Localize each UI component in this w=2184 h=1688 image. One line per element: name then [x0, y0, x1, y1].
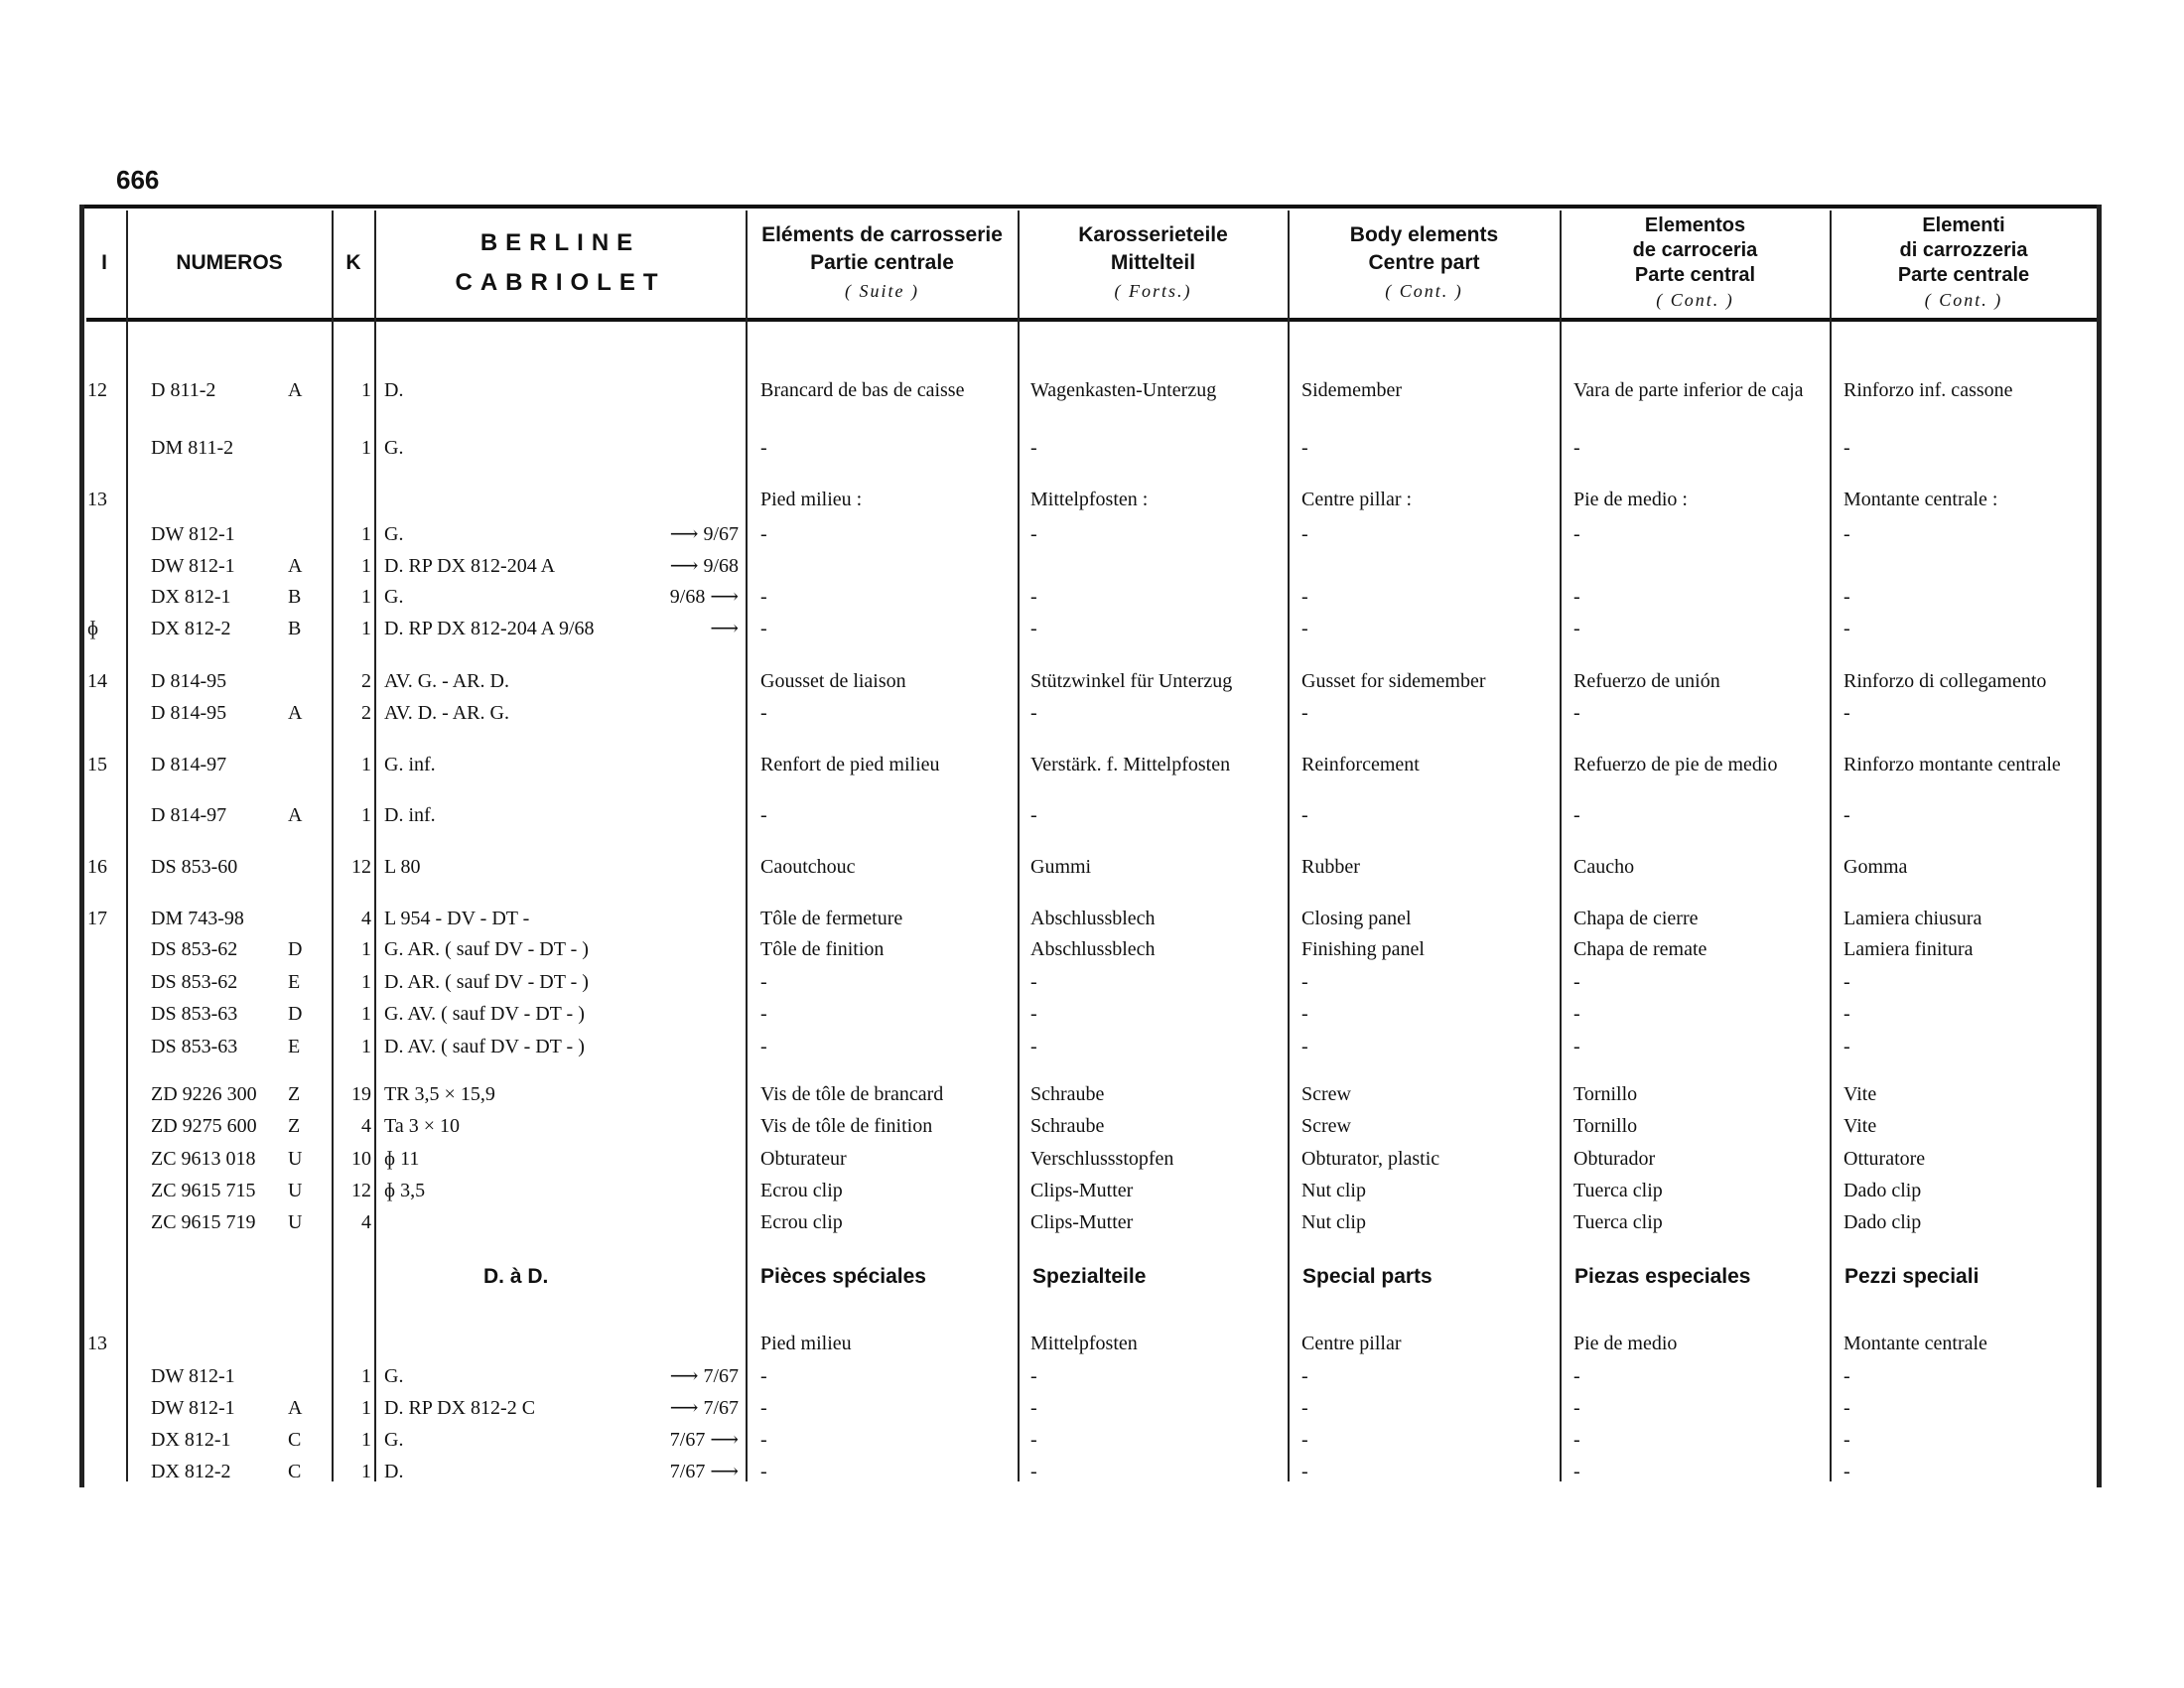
special-row-desc-en: -	[1301, 1429, 1308, 1451]
special-section-it: Pezzi speciali	[1844, 1265, 1979, 1288]
table-row-desc-de: -	[1030, 702, 1037, 724]
special-row-desc-en: -	[1301, 1461, 1308, 1482]
table-row-desc-fr: Gousset de liaison	[760, 670, 906, 692]
table-row-desc-en: -	[1301, 971, 1308, 993]
table-row-desc-en: Screw	[1301, 1083, 1351, 1105]
table-row-desc-en: -	[1301, 804, 1308, 826]
special-section-en: Special parts	[1302, 1265, 1433, 1288]
table-row-desc-it: -	[1843, 804, 1850, 826]
table-row-part-suffix: Z	[288, 1115, 301, 1137]
table-row-desc-fr: -	[760, 586, 767, 608]
table-row-date-ref: ⟶ 9/68	[669, 555, 739, 577]
special-row-model-spec: D.	[384, 1461, 404, 1482]
table-row-desc-es: -	[1573, 523, 1580, 545]
special-section-es: Piezas especiales	[1574, 1265, 1751, 1288]
special-row-part-number: DW 812-1	[151, 1397, 235, 1419]
special-row-date-ref: ⟶ 7/67	[669, 1397, 739, 1419]
table-row-desc-en: Closing panel	[1301, 908, 1412, 929]
table-row-model-spec: L 80	[384, 856, 421, 878]
special-section-fr: Pièces spéciales	[760, 1265, 926, 1288]
special-row-desc-es: Pie de medio	[1573, 1333, 1678, 1354]
table-row-desc-es: Caucho	[1573, 856, 1635, 878]
header-numeros: NUMEROS	[176, 251, 283, 274]
table-row-model-spec: TR 3,5 × 15,9	[384, 1083, 495, 1105]
table-row-desc-en: Obturator, plastic	[1301, 1148, 1440, 1170]
table-row-desc-fr: -	[760, 804, 767, 826]
table-row-model-spec: G. AV. ( sauf DV - DT - )	[384, 1003, 585, 1025]
table-row-quantity: 1	[361, 618, 371, 639]
page-number: 666	[116, 165, 160, 195]
special-row-quantity: 1	[361, 1397, 371, 1419]
table-row-desc-it: Lamiera finitura	[1843, 938, 1974, 960]
table-row-desc-de: Clips-Mutter	[1030, 1180, 1134, 1201]
col-divider	[1560, 211, 1562, 1481]
table-row-model-spec: G. inf.	[384, 754, 436, 775]
special-row-desc-de: -	[1030, 1429, 1037, 1451]
table-row-desc-it: -	[1843, 523, 1850, 545]
table-row-part-number: D 814-97	[151, 754, 227, 775]
special-row-desc-en: -	[1301, 1365, 1308, 1387]
table-row-model-spec: ɸ 3,5	[384, 1180, 426, 1201]
table-row-desc-es: -	[1573, 586, 1580, 608]
special-row-desc-it: -	[1843, 1365, 1850, 1387]
table-row-model-spec: AV. G. - AR. D.	[384, 670, 509, 692]
table-row-desc-fr: -	[760, 702, 767, 724]
table-row-desc-de: -	[1030, 971, 1037, 993]
table-row-desc-it: Dado clip	[1843, 1211, 1922, 1233]
table-row-desc-it: -	[1843, 971, 1850, 993]
table-row-desc-es: Tornillo	[1573, 1115, 1638, 1137]
header-spanish: Elementos de carroceria Parte central ( Cont. )	[1632, 214, 1758, 310]
table-row-date-ref: 9/68 ⟶	[669, 586, 739, 608]
special-row-date-ref: 7/67 ⟶	[669, 1461, 739, 1482]
table-row-desc-es: -	[1573, 1003, 1580, 1025]
table-row-desc-de: Stützwinkel für Unterzug	[1030, 670, 1233, 692]
header-german: Karosserieteile Mittelteil ( Forts.)	[1078, 223, 1228, 301]
table-row-desc-it: Rinforzo di collegamento	[1843, 670, 2047, 692]
table-row-desc-de: Verschlussstopfen	[1030, 1148, 1174, 1170]
table-row-desc-es: -	[1573, 1036, 1580, 1057]
table-row-desc-de: -	[1030, 618, 1037, 639]
table-header-rule	[86, 318, 2102, 322]
table-row-desc-fr: Obturateur	[760, 1148, 847, 1170]
table-row-desc-de: -	[1030, 523, 1037, 545]
table-row-desc-it: -	[1843, 586, 1850, 608]
special-row-desc-en: -	[1301, 1397, 1308, 1419]
table-row-desc-en: Reinforcement	[1301, 754, 1420, 775]
special-row-part-number: DX 812-2	[151, 1461, 231, 1482]
table-row-desc-de: Schraube	[1030, 1115, 1105, 1137]
table-row-desc-es: Refuerzo de pie de medio	[1573, 754, 1778, 775]
table-row-part-suffix: B	[288, 586, 302, 608]
table-row-date-ref: ⟶ 9/67	[669, 523, 739, 545]
table-row-desc-fr: Pied milieu :	[760, 489, 863, 510]
special-row-quantity: 1	[361, 1365, 371, 1387]
table-row-desc-it: -	[1843, 618, 1850, 639]
special-row-desc-fr: -	[760, 1429, 767, 1451]
table-row-desc-fr: Caoutchouc	[760, 856, 856, 878]
table-row-model-spec: G.	[384, 586, 404, 608]
table-row-part-suffix: E	[288, 1036, 301, 1057]
table-row-quantity: 1	[361, 523, 371, 545]
table-row-desc-es: Chapa de remate	[1573, 938, 1707, 960]
table-row-model-spec: D. AV. ( sauf DV - DT - )	[384, 1036, 585, 1057]
table-row-desc-es: -	[1573, 437, 1580, 459]
table-row-part-suffix: Z	[288, 1083, 301, 1105]
table-row-quantity: 1	[361, 437, 371, 459]
table-row-row-index: 16	[87, 856, 107, 878]
special-row-desc-de: -	[1030, 1365, 1037, 1387]
table-row-desc-fr: Tôle de finition	[760, 938, 885, 960]
table-row-part-number: DS 853-62	[151, 938, 238, 960]
table-row-desc-de: Wagenkasten-Unterzug	[1030, 379, 1217, 401]
table-row-part-number: DX 812-1	[151, 586, 231, 608]
table-row-date-ref: ⟶	[710, 618, 739, 639]
table-row-part-suffix: D	[288, 1003, 303, 1025]
table-row-desc-de: Verstärk. f. Mittelpfosten	[1030, 754, 1231, 775]
table-row-desc-de: Abschlussblech	[1030, 938, 1156, 960]
table-row-desc-es: Tuerca clip	[1573, 1180, 1663, 1201]
table-row-desc-fr: Renfort de pied milieu	[760, 754, 940, 775]
table-row-part-number: DS 853-60	[151, 856, 238, 878]
table-row-desc-fr: -	[760, 437, 767, 459]
table-row-desc-en: Sidemember	[1301, 379, 1403, 401]
table-row-part-number: DW 812-1	[151, 523, 235, 545]
table-row-quantity: 1	[361, 804, 371, 826]
table-row-model-spec: L 954 - DV - DT -	[384, 908, 530, 929]
special-row-part-number: DW 812-1	[151, 1365, 235, 1387]
table-top-rule	[81, 205, 2097, 209]
special-row-quantity: 1	[361, 1429, 371, 1451]
table-row-desc-en: Nut clip	[1301, 1211, 1366, 1233]
special-row-desc-es: -	[1573, 1397, 1580, 1419]
table-row-part-number: DS 853-62	[151, 971, 238, 993]
special-row-desc-fr: Pied milieu	[760, 1333, 852, 1354]
table-row-part-number: ZD 9275 600	[151, 1115, 257, 1137]
table-row-part-number: ZC 9613 018	[151, 1148, 256, 1170]
special-row-desc-es: -	[1573, 1429, 1580, 1451]
table-row-desc-it: Dado clip	[1843, 1180, 1922, 1201]
table-row-desc-en: -	[1301, 586, 1308, 608]
table-row-desc-de: -	[1030, 586, 1037, 608]
table-row-quantity: 12	[351, 856, 371, 878]
table-row-model-spec: D. inf.	[384, 804, 436, 826]
table-row-desc-es: Tornillo	[1573, 1083, 1638, 1105]
table-row-quantity: 1	[361, 938, 371, 960]
special-row-part-suffix: A	[288, 1397, 303, 1419]
table-row-part-number: DM 743-98	[151, 908, 244, 929]
table-row-desc-de: Abschlussblech	[1030, 908, 1156, 929]
table-row-row-index: 13	[87, 489, 107, 510]
table-row-part-number: DW 812-1	[151, 555, 235, 577]
table-row-part-number: D 814-97	[151, 804, 227, 826]
col-divider	[374, 211, 376, 1481]
table-row-part-suffix: A	[288, 804, 303, 826]
table-row-desc-it: Gomma	[1843, 856, 1908, 878]
table-row-row-index: 12	[87, 379, 107, 401]
table-row-desc-en: -	[1301, 437, 1308, 459]
table-row-desc-fr: -	[760, 1003, 767, 1025]
table-row-desc-es: -	[1573, 804, 1580, 826]
table-row-desc-en: -	[1301, 523, 1308, 545]
special-row-desc-it: -	[1843, 1461, 1850, 1482]
special-section-model: D. à D.	[483, 1265, 549, 1288]
table-row-desc-de: Gummi	[1030, 856, 1092, 878]
table-row-desc-en: Finishing panel	[1301, 938, 1425, 960]
special-row-model-spec: D. RP DX 812-2 C	[384, 1397, 536, 1419]
table-row-row-index: 14	[87, 670, 107, 692]
special-row-desc-fr: -	[760, 1461, 767, 1482]
table-row-quantity: 1	[361, 379, 371, 401]
table-row-desc-it: Rinforzo montante centrale	[1843, 754, 2061, 775]
table-row-model-spec: D.	[384, 379, 404, 401]
table-row-desc-fr: Vis de tôle de brancard	[760, 1083, 944, 1105]
table-row-desc-es: -	[1573, 971, 1580, 993]
col-divider	[332, 211, 334, 1481]
table-row-desc-fr: Ecrou clip	[760, 1180, 843, 1201]
table-row-part-number: DX 812-2	[151, 618, 231, 639]
special-row-desc-it: -	[1843, 1397, 1850, 1419]
table-row-part-number: ZC 9615 719	[151, 1211, 256, 1233]
table-row-part-suffix: U	[288, 1211, 303, 1233]
table-row-desc-es: Vara de parte inferior de caja	[1573, 379, 1804, 401]
col-divider	[1830, 211, 1832, 1481]
table-row-part-number: D 814-95	[151, 702, 227, 724]
table-row-desc-fr: -	[760, 1036, 767, 1057]
table-row-quantity: 4	[361, 1211, 371, 1233]
table-row-part-suffix: E	[288, 971, 301, 993]
special-row-row-index: 13	[87, 1333, 107, 1354]
table-row-model-spec: G.	[384, 523, 404, 545]
special-row-desc-de: -	[1030, 1397, 1037, 1419]
table-row-desc-it: Vite	[1843, 1083, 1877, 1105]
table-row-desc-de: Clips-Mutter	[1030, 1211, 1134, 1233]
special-row-date-ref: 7/67 ⟶	[669, 1429, 739, 1451]
special-row-desc-it: Montante centrale	[1843, 1333, 1987, 1354]
special-section-de: Spezialteile	[1032, 1265, 1147, 1288]
table-row-part-number: D 811-2	[151, 379, 216, 401]
header-french: Eléments de carrosserie Partie centrale ( Suite )	[761, 223, 1003, 301]
table-row-desc-en: -	[1301, 1036, 1308, 1057]
table-row-model-spec: D. AR. ( sauf DV - DT - )	[384, 971, 589, 993]
table-row-quantity: 4	[361, 1115, 371, 1137]
col-divider	[1018, 211, 1020, 1481]
table-row-quantity: 2	[361, 670, 371, 692]
special-row-desc-de: -	[1030, 1461, 1037, 1482]
table-row-desc-en: Nut clip	[1301, 1180, 1366, 1201]
special-row-desc-de: Mittelpfosten	[1030, 1333, 1138, 1354]
header-k: K	[345, 251, 361, 274]
header-index: I	[101, 251, 107, 274]
table-row-quantity: 4	[361, 908, 371, 929]
table-row-part-suffix: B	[288, 618, 302, 639]
table-row-desc-es: Obturador	[1573, 1148, 1656, 1170]
table-row-part-suffix: U	[288, 1148, 303, 1170]
table-row-part-suffix: D	[288, 938, 303, 960]
table-row-desc-it: Vite	[1843, 1115, 1877, 1137]
table-row-quantity: 1	[361, 555, 371, 577]
table-row-quantity: 1	[361, 1003, 371, 1025]
table-row-desc-de: -	[1030, 437, 1037, 459]
table-row-part-number: DM 811-2	[151, 437, 234, 459]
special-row-desc-es: -	[1573, 1365, 1580, 1387]
table-row-desc-es: Pie de medio :	[1573, 489, 1688, 510]
table-row-desc-it: -	[1843, 1036, 1850, 1057]
special-row-part-suffix: C	[288, 1429, 302, 1451]
table-row-model-spec: AV. D. - AR. G.	[384, 702, 509, 724]
table-row-desc-it: Otturatore	[1843, 1148, 1926, 1170]
table-row-part-number: ZD 9226 300	[151, 1083, 257, 1105]
table-row-desc-fr: -	[760, 971, 767, 993]
table-row-row-index: 15	[87, 754, 107, 775]
table-row-desc-en: -	[1301, 702, 1308, 724]
table-row-quantity: 2	[361, 702, 371, 724]
table-row-desc-fr: Tôle de fermeture	[760, 908, 903, 929]
special-row-part-suffix: C	[288, 1461, 302, 1482]
special-row-desc-fr: -	[760, 1397, 767, 1419]
table-row-desc-de: Schraube	[1030, 1083, 1105, 1105]
table-row-desc-fr: -	[760, 618, 767, 639]
table-row-quantity: 10	[351, 1148, 371, 1170]
table-row-desc-es: Chapa de cierre	[1573, 908, 1699, 929]
special-row-quantity: 1	[361, 1461, 371, 1482]
special-row-desc-es: -	[1573, 1461, 1580, 1482]
table-row-desc-de: -	[1030, 1036, 1037, 1057]
table-row-desc-it: -	[1843, 702, 1850, 724]
table-row-quantity: 1	[361, 971, 371, 993]
header-italian: Elementi di carrozzeria Parte centrale ( Cont. )	[1897, 214, 2030, 310]
table-row-desc-it: Rinforzo inf. cassone	[1843, 379, 2013, 401]
table-row-desc-it: -	[1843, 1003, 1850, 1025]
table-row-desc-es: Refuerzo de unión	[1573, 670, 1720, 692]
table-row-part-suffix: U	[288, 1180, 303, 1201]
table-row-desc-fr: Vis de tôle de finition	[760, 1115, 933, 1137]
table-row-desc-it: -	[1843, 437, 1850, 459]
table-row-desc-en: -	[1301, 618, 1308, 639]
table-row-row-index: ɸ	[87, 618, 99, 639]
table-row-model-spec: Ta 3 × 10	[384, 1115, 460, 1137]
table-row-desc-es: Tuerca clip	[1573, 1211, 1663, 1233]
special-row-model-spec: G.	[384, 1365, 404, 1387]
special-row-date-ref: ⟶ 7/67	[669, 1365, 739, 1387]
table-row-model-spec: G. AR. ( sauf DV - DT - )	[384, 938, 589, 960]
table-row-part-suffix: A	[288, 379, 303, 401]
table-row-desc-fr: Ecrou clip	[760, 1211, 843, 1233]
table-row-part-number: DS 853-63	[151, 1003, 238, 1025]
table-row-model-spec: ɸ 11	[384, 1148, 420, 1170]
table-row-desc-en: Centre pillar :	[1301, 489, 1413, 510]
special-row-desc-it: -	[1843, 1429, 1850, 1451]
table-right-border	[2097, 205, 2102, 1487]
header-english: Body elements Centre part ( Cont. )	[1349, 223, 1499, 301]
table-row-desc-en: Gusset for sidemember	[1301, 670, 1486, 692]
table-row-desc-de: Mittelpfosten :	[1030, 489, 1149, 510]
special-row-part-number: DX 812-1	[151, 1429, 231, 1451]
table-row-part-suffix: A	[288, 702, 303, 724]
table-row-quantity: 1	[361, 1036, 371, 1057]
table-row-desc-en: Rubber	[1301, 856, 1360, 878]
table-row-quantity: 1	[361, 754, 371, 775]
col-divider	[746, 211, 748, 1481]
table-row-desc-en: -	[1301, 1003, 1308, 1025]
table-row-model-spec: D. RP DX 812-204 A	[384, 555, 556, 577]
table-row-desc-fr: Brancard de bas de caisse	[760, 379, 965, 401]
header-model: BERLINE CABRIOLET	[455, 229, 666, 296]
table-row-part-number: D 814-95	[151, 670, 227, 692]
table-row-desc-de: -	[1030, 1003, 1037, 1025]
table-row-part-number: ZC 9615 715	[151, 1180, 256, 1201]
special-row-desc-fr: -	[760, 1365, 767, 1387]
table-row-desc-de: -	[1030, 804, 1037, 826]
table-row-desc-it: Montante centrale :	[1843, 489, 1998, 510]
table-row-desc-es: -	[1573, 702, 1580, 724]
table-row-quantity: 19	[351, 1083, 371, 1105]
table-row-model-spec: G.	[384, 437, 404, 459]
col-divider	[126, 211, 128, 1481]
special-row-model-spec: G.	[384, 1429, 404, 1451]
table-row-quantity: 1	[361, 586, 371, 608]
table-row-row-index: 17	[87, 908, 107, 929]
table-row-model-spec: D. RP DX 812-204 A 9/68	[384, 618, 595, 639]
table-row-desc-en: Screw	[1301, 1115, 1351, 1137]
table-row-part-number: DS 853-63	[151, 1036, 238, 1057]
table-left-border	[79, 205, 84, 1487]
special-row-desc-en: Centre pillar	[1301, 1333, 1402, 1354]
table-row-part-suffix: A	[288, 555, 303, 577]
table-row-quantity: 12	[351, 1180, 371, 1201]
table-row-desc-fr: -	[760, 523, 767, 545]
table-row-desc-it: Lamiera chiusura	[1843, 908, 1982, 929]
table-row-desc-es: -	[1573, 618, 1580, 639]
